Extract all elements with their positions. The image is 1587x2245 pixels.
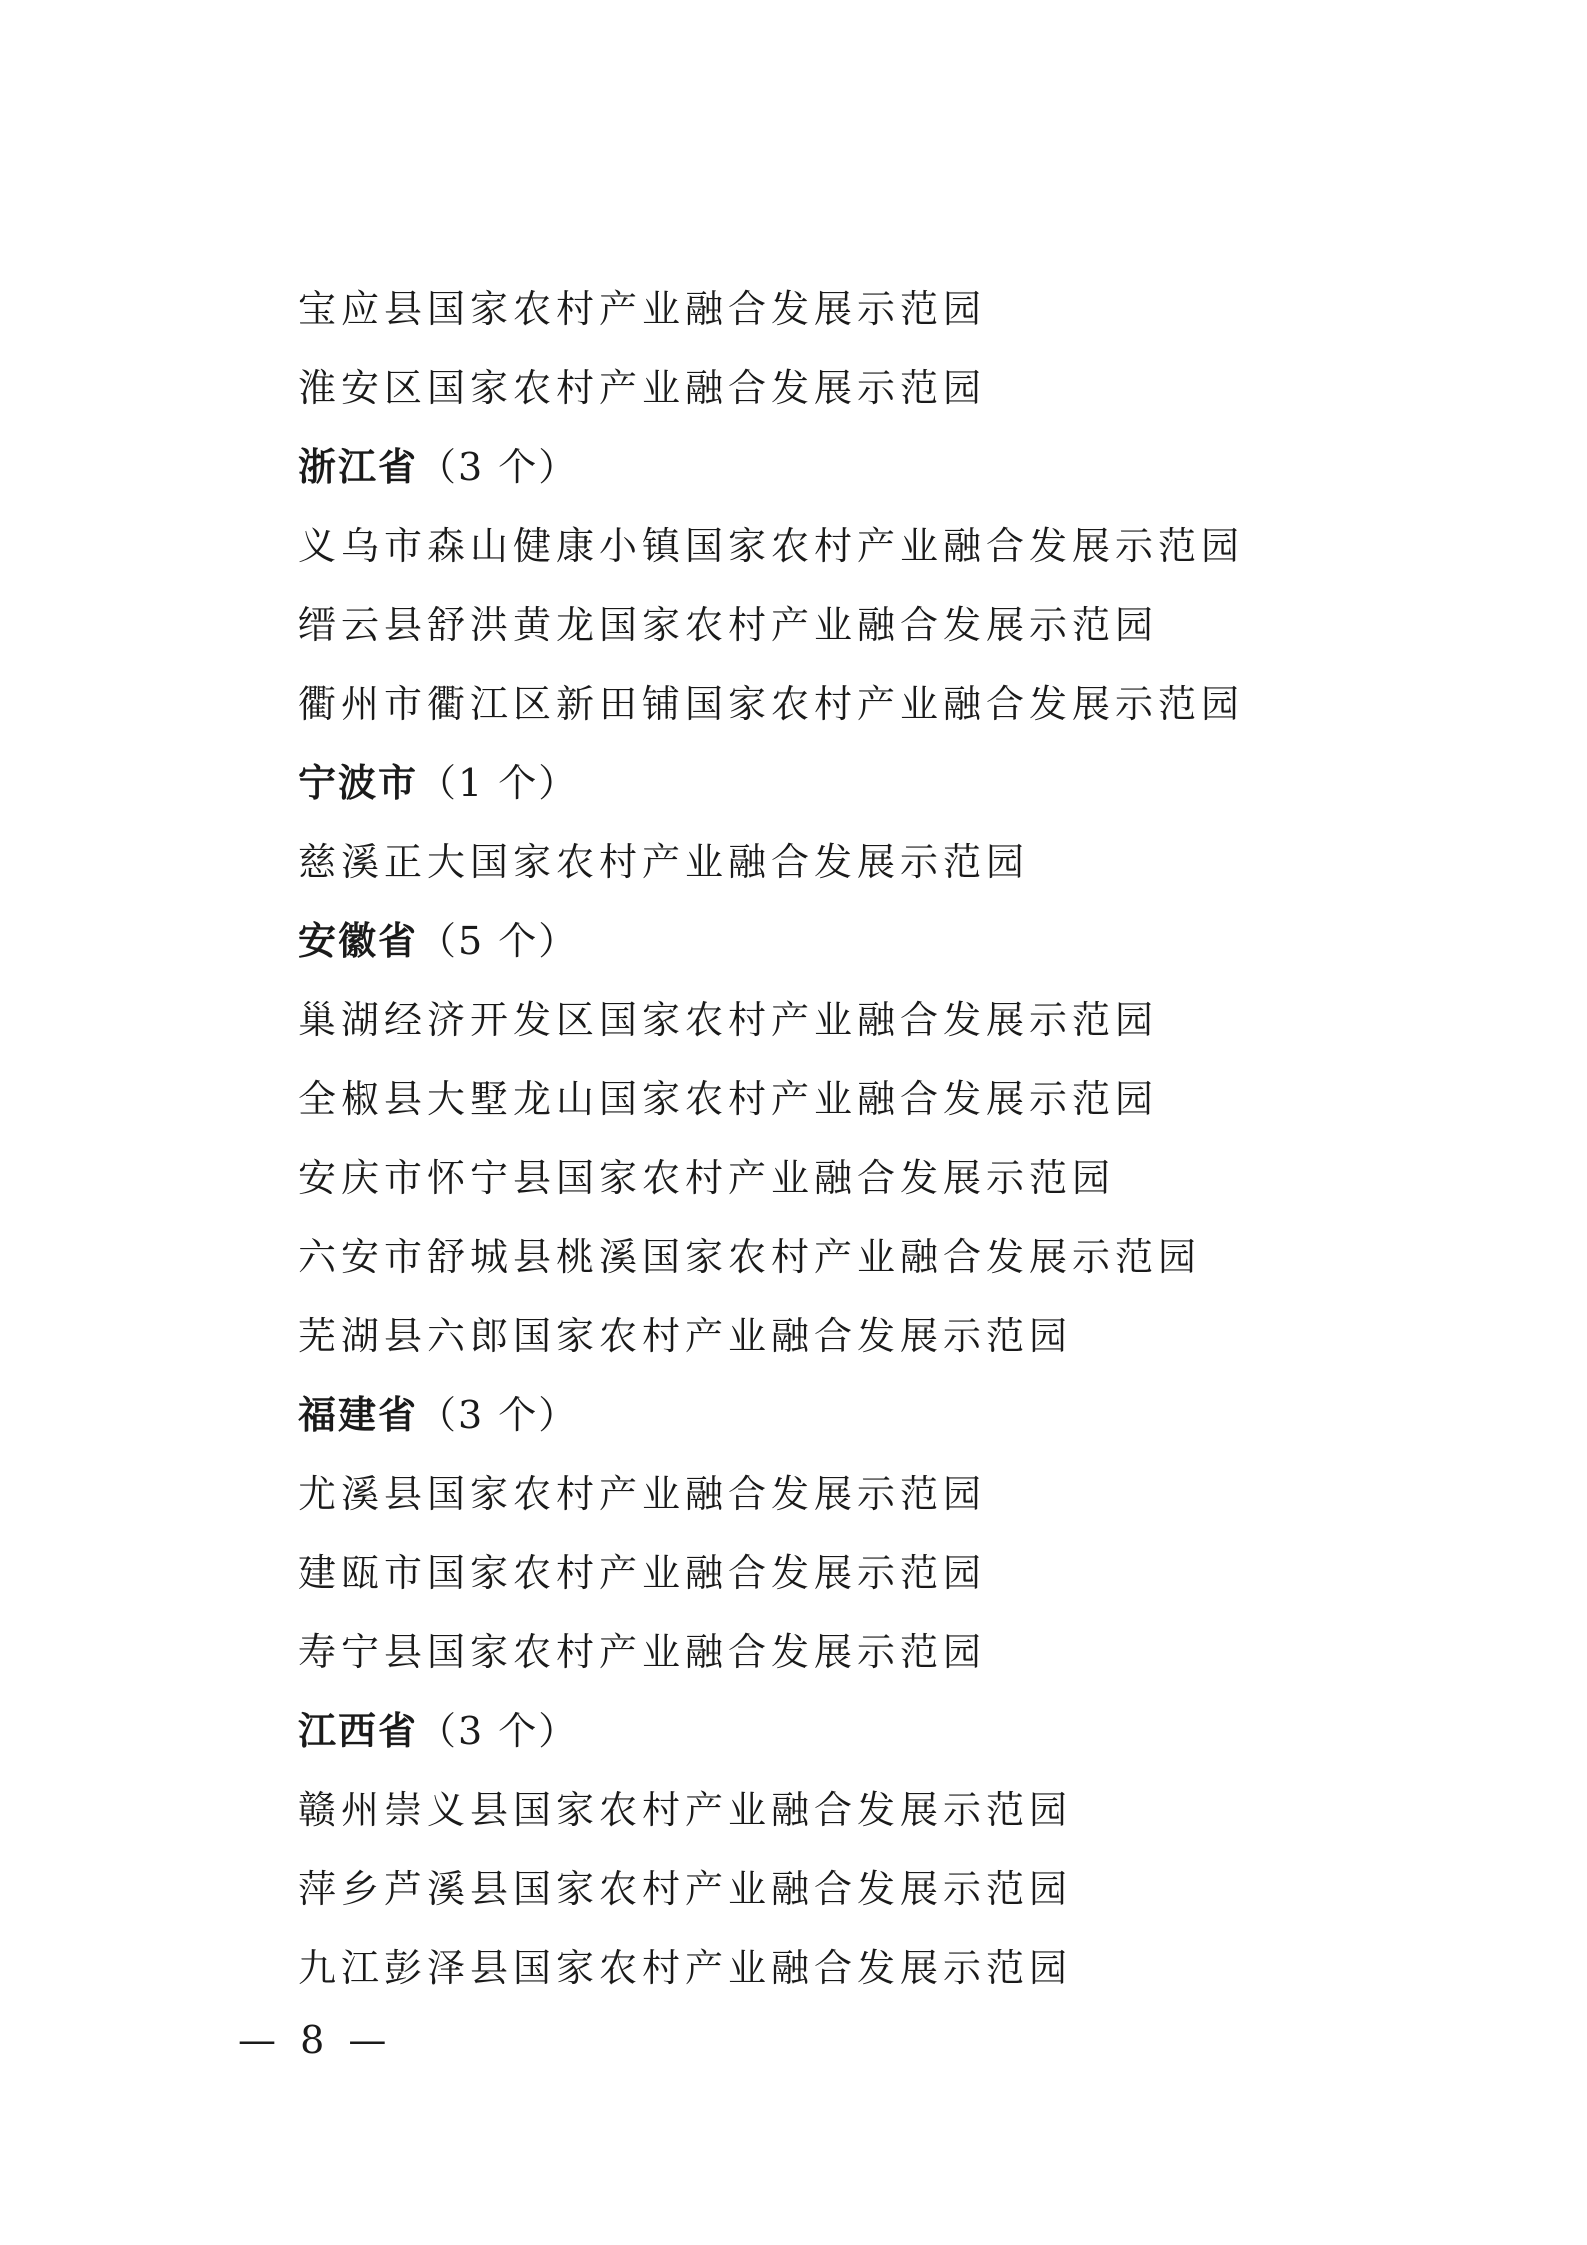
- park-list-item: 义乌市森山健康小镇国家农村产业融合发展示范园: [298, 524, 1245, 568]
- province-name: 浙江省: [298, 445, 419, 489]
- park-list-item: 衢州市衢江区新田铺国家农村产业融合发展示范园: [298, 682, 1245, 726]
- park-list-item: 赣州崇义县国家农村产业融合发展示范园: [298, 1788, 1073, 1832]
- province-heading: [298, 1376, 1298, 1455]
- province-name: 江西省: [298, 1709, 419, 1753]
- park-list-item: 萍乡芦溪县国家农村产业融合发展示范园: [298, 1867, 1073, 1911]
- park-list-item: 寿宁县国家农村产业融合发展示范园: [298, 1630, 987, 1674]
- park-list-item: 尤溪县国家农村产业融合发展示范园: [298, 1472, 987, 1516]
- park-list-item: 六安市舒城县桃溪国家农村产业融合发展示范园: [298, 1235, 1202, 1279]
- park-list-item: 淮安区国家农村产业融合发展示范园: [298, 366, 987, 410]
- park-list-item: 建瓯市国家农村产业融合发展示范园: [298, 1551, 987, 1595]
- province-heading: [298, 744, 1298, 823]
- province-name: 安徽省: [298, 919, 419, 963]
- park-count: （3 个）: [418, 445, 579, 489]
- province-name: 宁波市: [298, 761, 419, 805]
- park-list-item: 九江彭泽县国家农村产业融合发展示范园: [298, 1946, 1073, 1990]
- park-list-item: 宝应县国家农村产业融合发展示范园: [298, 287, 987, 331]
- park-list-item: 全椒县大墅龙山国家农村产业融合发展示范园: [298, 1077, 1159, 1121]
- park-count: （5 个）: [418, 919, 579, 963]
- park-list: [298, 270, 1298, 2008]
- park-list-item: 芜湖县六郎国家农村产业融合发展示范园: [298, 1314, 1073, 1358]
- park-list-item: 巢湖经济开发区国家农村产业融合发展示范园: [298, 998, 1159, 1042]
- park-count: （3 个）: [418, 1393, 579, 1437]
- park-count: （3 个）: [418, 1709, 579, 1753]
- park-list-item: 缙云县舒洪黄龙国家农村产业融合发展示范园: [298, 603, 1159, 647]
- park-list-item: 慈溪正大国家农村产业融合发展示范园: [298, 840, 1030, 884]
- page-number: — 8 —: [238, 2018, 393, 2062]
- province-heading: [298, 902, 1298, 981]
- province-heading: [298, 428, 1298, 507]
- park-list-item: 安庆市怀宁县国家农村产业融合发展示范园: [298, 1156, 1116, 1200]
- park-count: （1 个）: [418, 761, 579, 805]
- province-name: 福建省: [298, 1393, 419, 1437]
- province-heading: [298, 1692, 1298, 1771]
